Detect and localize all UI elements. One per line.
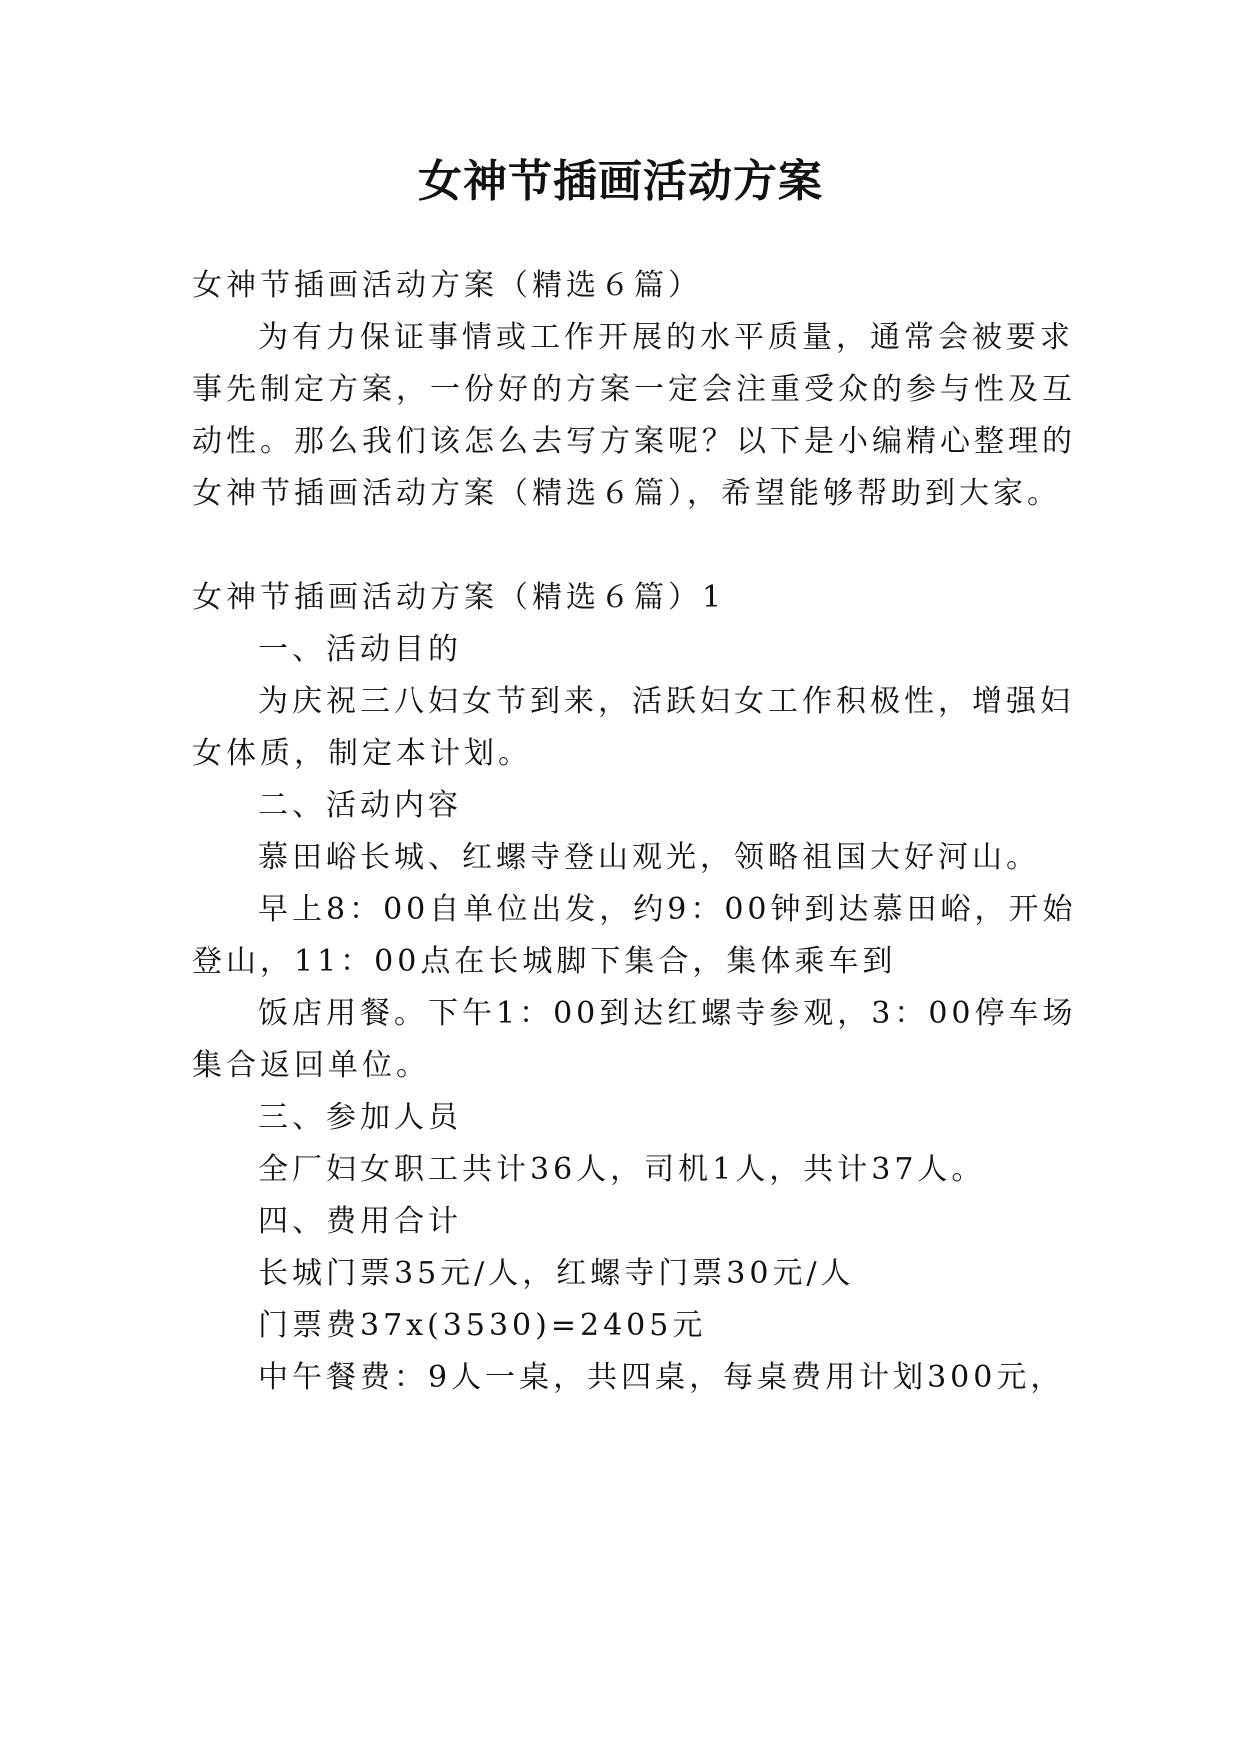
body-line: 长城门票35元/人，红螺寺门票30元/人 xyxy=(258,1256,855,1291)
body-line: 为庆祝三八妇女节到来，活跃妇女工作积极性，增强妇 xyxy=(258,684,1074,719)
body-line: 女体质，制定本计划。 xyxy=(192,736,532,771)
body-line: 中午餐费：9人一桌，共四桌，每桌费用计划300元， xyxy=(258,1360,1065,1395)
section-subheading: 一、活动目的 xyxy=(258,632,462,667)
section-heading: 女神节插画活动方案（精选６篇）1 xyxy=(192,580,726,615)
body-line: 集合返回单位。 xyxy=(192,1048,430,1083)
subtitle-line: 女神节插画活动方案（精选６篇） xyxy=(192,268,702,303)
body-line: 登山，11：00点在长城脚下集合，集体乘车到 xyxy=(192,944,897,979)
section-subheading: 四、费用合计 xyxy=(258,1204,462,1239)
body-line: 全厂妇女职工共计36人，司机1人，共计37人。 xyxy=(258,1152,986,1187)
body-line: 女神节插画活动方案（精选６篇），希望能够帮助到大家。 xyxy=(192,476,1061,511)
body-line: 事先制定方案，一份好的方案一定会注重受众的参与性及互 xyxy=(192,372,1076,407)
body-line: 门票费37x(3530)=2405元 xyxy=(258,1308,707,1343)
body-line: 为有力保证事情或工作开展的水平质量，通常会被要求 xyxy=(258,320,1074,355)
section-subheading: 三、参加人员 xyxy=(258,1100,462,1135)
document-title: 女神节插画活动方案 xyxy=(418,156,823,207)
body-line: 动性。那么我们该怎么去写方案呢？以下是小编精心整理的 xyxy=(192,424,1076,459)
body-line: 早上8：00自单位出发，约9：00钟到达慕田峪，开始 xyxy=(258,892,1077,927)
body-line: 慕田峪长城、红螺寺登山观光，领略祖国大好河山。 xyxy=(258,840,1040,875)
section-subheading: 二、活动内容 xyxy=(258,788,462,823)
body-line: 饭店用餐。下午1：00到达红螺寺参观，3：00停车场 xyxy=(258,996,1077,1031)
